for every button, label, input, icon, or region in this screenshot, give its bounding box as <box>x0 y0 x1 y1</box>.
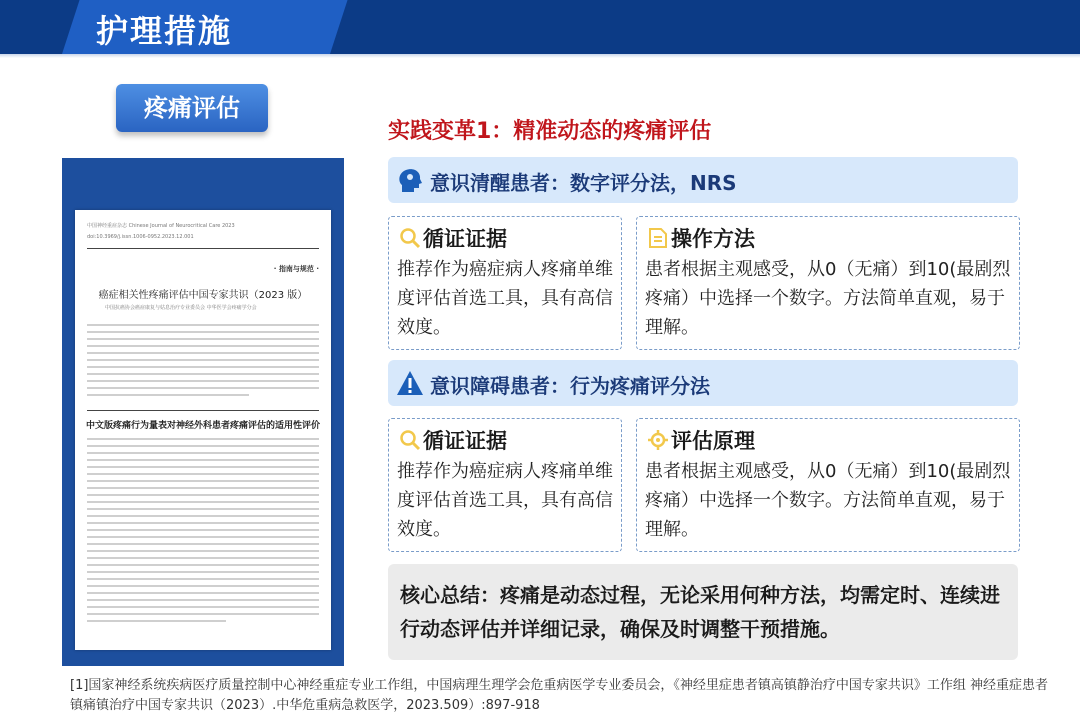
gear-icon <box>647 429 669 451</box>
search-icon <box>399 227 421 249</box>
summary-text: 核心总结：疼痛是动态过程，无论采用何种方法，均需定时、连续进行动态评估并详细记录，确保及时调整干预措施。 <box>400 583 1000 641</box>
banner-text: 意识障碍患者：行为疼痛评分法 <box>430 374 710 398</box>
pain-assessment-label: 疼痛评估 <box>116 84 268 132</box>
impaired-patient-banner <box>388 360 1018 406</box>
summary-box <box>388 564 1018 660</box>
header-accent <box>0 0 60 54</box>
doc-subtitle: 中文版疼痛行为量表对神经外科患者疼痛评估的适用性评价 <box>85 421 320 431</box>
card-title: 操作方法 <box>671 227 755 251</box>
doc-rule <box>87 410 319 411</box>
doc-authors: 中国抗癌协会癌症康复与姑息治疗专业委员会 中华医学会疼痛学分会 <box>105 305 257 311</box>
search-icon <box>399 429 421 451</box>
card-body: 患者根据主观感受，从0（无痛）到10(最剧烈疼痛）中选择一个数字。方法简单直观，易于理解。 <box>645 461 1011 540</box>
card-title: 循证证据 <box>423 429 507 453</box>
method-card <box>636 216 1020 350</box>
doc-rule <box>87 248 319 249</box>
principle-card <box>636 418 1020 552</box>
doc-body-lines <box>87 438 319 627</box>
header-shadow <box>0 54 1080 58</box>
reference-footnote: [1]国家神经系统疾病医疗质量控制中心神经重症专业工作组，中国病理生理学会危重病医学专业委员会，《神经里症患者镇高镇静治疗中国专家共识》工作组 神经重症患者镇痛镇治疗中国专家共识（2023）.中华危重病急救医学，2023.509）:897-918 <box>70 678 1049 713</box>
card-title: 循证证据 <box>423 227 507 251</box>
doc-category: · 指南与规范 · <box>273 265 319 273</box>
conscious-patient-banner <box>388 157 1018 203</box>
evidence-card <box>388 216 622 350</box>
page-title: 护理措施 <box>96 12 233 50</box>
card-title: 评估原理 <box>671 429 755 453</box>
card-body: 推荐作为癌症病人疼痛单维度评估首选工具，具有高信效度。 <box>397 461 613 540</box>
warning-icon <box>396 369 424 397</box>
head-icon <box>396 166 424 194</box>
evidence-card <box>388 418 622 552</box>
banner-text: 意识清醒患者：数字评分法，NRS <box>430 171 737 195</box>
doc-journal-line: 中国神经重症杂志 Chinese Journal of Neurocritical Care 2023 <box>87 223 235 229</box>
doc-doi-line: doi:10.3969/j.issn.1006-0952.2023.12.001 <box>87 234 194 240</box>
document-thumbnail <box>75 210 331 650</box>
doc-body-lines <box>87 324 319 401</box>
document-icon <box>647 227 669 249</box>
card-body: 推荐作为癌症病人疼痛单维度评估首选工具，具有高信效度。 <box>397 259 613 338</box>
doc-title: 癌症相关性疼痛评估中国专家共识（2023 版） <box>98 290 308 301</box>
card-body: 患者根据主观感受，从0（无痛）到10(最剧烈疼痛）中选择一个数字。方法简单直观，易于理解。 <box>645 259 1011 338</box>
section-heading: 实践变革1：精准动态的疼痛评估 <box>388 119 712 144</box>
